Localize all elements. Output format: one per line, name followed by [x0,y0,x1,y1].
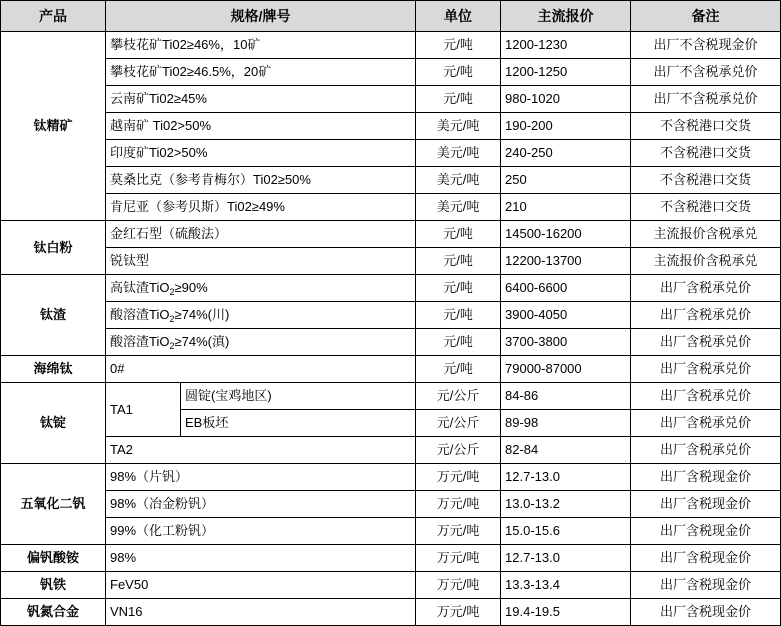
cell-unit: 美元/吨 [416,140,501,167]
cell-note: 出厂含税现金价 [631,518,781,545]
cell-price: 6400-6600 [501,275,631,302]
cell-price: 3700-3800 [501,329,631,356]
cell-unit: 万元/吨 [416,572,501,599]
cell-note: 出厂不含税承兑价 [631,59,781,86]
cell-unit: 元/吨 [416,329,501,356]
cell-spec: 肯尼亚（参考贝斯）Ti02≥49% [106,194,416,221]
table-body [1,32,781,626]
cell-unit: 元/吨 [416,356,501,383]
cell-note: 出厂含税承兑价 [631,410,781,437]
cell-spec: 莫桑比克（参考肯梅尔）Ti02≥50% [106,167,416,194]
column-header-spec: 规格/牌号 [106,1,416,32]
cell-spec: 98% [106,545,416,572]
table-row [1,491,781,518]
cell-unit: 万元/吨 [416,545,501,572]
cell-spec: VN16 [106,599,416,626]
cell-note: 出厂含税现金价 [631,572,781,599]
cell-spec: 99%（化工粉钒） [106,518,416,545]
table-row [1,221,781,248]
cell-note: 出厂不含税承兑价 [631,86,781,113]
cell-spec: 高钛渣TiO$_2$≥90% [106,275,416,302]
cell-price: 210 [501,194,631,221]
table-row [1,599,781,626]
table-row [1,572,781,599]
cell-spec-detail: 圆锭(宝鸡地区) [181,383,416,410]
cell-unit: 万元/吨 [416,491,501,518]
cell-unit: 元/吨 [416,32,501,59]
column-header-unit: 单位 [416,1,501,32]
cell-unit: 元/公斤 [416,383,501,410]
cell-note: 主流报价含税承兑 [631,248,781,275]
table-row [1,86,781,113]
cell-spec: 攀枝花矿Ti02≥46%，10矿 [106,32,416,59]
cell-product: 钒氮合金 [1,599,106,626]
cell-price: 14500-16200 [501,221,631,248]
cell-price: 89-98 [501,410,631,437]
table-header [1,1,781,32]
table-row [1,437,781,464]
cell-product: 钛渣 [1,275,106,356]
table-row [1,248,781,275]
cell-unit: 元/公斤 [416,437,501,464]
cell-price: 19.4-19.5 [501,599,631,626]
table-row [1,545,781,572]
cell-spec: TA1 [106,383,181,437]
cell-spec: 酸溶渣TiO$_2$≥74%(滇) [106,329,416,356]
table-row [1,32,781,59]
table-row [1,113,781,140]
cell-product: 钒铁 [1,572,106,599]
cell-unit: 美元/吨 [416,167,501,194]
cell-price: 84-86 [501,383,631,410]
cell-price: 82-84 [501,437,631,464]
cell-spec: 云南矿Ti02≥45% [106,86,416,113]
column-header-product: 产品 [1,1,106,32]
cell-unit: 元/吨 [416,59,501,86]
cell-price: 190-200 [501,113,631,140]
cell-spec: 98%（片钒） [106,464,416,491]
table-row [1,464,781,491]
cell-unit: 元/吨 [416,275,501,302]
cell-unit: 美元/吨 [416,194,501,221]
table-row [1,59,781,86]
cell-price: 1200-1250 [501,59,631,86]
table-row [1,329,781,356]
cell-spec: 印度矿Ti02>50% [106,140,416,167]
cell-product: 钛精矿 [1,32,106,221]
cell-note: 出厂含税承兑价 [631,275,781,302]
cell-spec: 酸溶渣TiO$_2$≥74%(川) [106,302,416,329]
cell-note: 出厂含税承兑价 [631,302,781,329]
cell-price: 12.7-13.0 [501,545,631,572]
cell-price: 3900-4050 [501,302,631,329]
cell-product: 偏钒酸铵 [1,545,106,572]
table-row [1,275,781,302]
cell-price: 12200-13700 [501,248,631,275]
cell-unit: 万元/吨 [416,599,501,626]
cell-price: 12.7-13.0 [501,464,631,491]
cell-price: 980-1020 [501,86,631,113]
cell-unit: 万元/吨 [416,464,501,491]
column-header-note: 备注 [631,1,781,32]
cell-product: 钛锭 [1,383,106,464]
cell-note: 不含税港口交货 [631,113,781,140]
cell-note: 不含税港口交货 [631,167,781,194]
table-row [1,194,781,221]
cell-note: 出厂含税现金价 [631,491,781,518]
cell-price: 240-250 [501,140,631,167]
cell-price: 250 [501,167,631,194]
table-header-row [1,1,781,32]
cell-spec: 金红石型（硫酸法） [106,221,416,248]
cell-price: 79000-87000 [501,356,631,383]
table-row [1,518,781,545]
cell-price: 15.0-15.6 [501,518,631,545]
cell-unit: 元/吨 [416,86,501,113]
cell-price: 1200-1230 [501,32,631,59]
cell-note: 出厂含税现金价 [631,464,781,491]
cell-note: 出厂含税现金价 [631,545,781,572]
cell-note: 主流报价含税承兑 [631,221,781,248]
cell-spec: 越南矿 Ti02>50% [106,113,416,140]
cell-spec-detail: EB板坯 [181,410,416,437]
cell-unit: 元/吨 [416,221,501,248]
cell-unit: 元/吨 [416,248,501,275]
cell-unit: 元/吨 [416,302,501,329]
cell-note: 不含税港口交货 [631,194,781,221]
cell-price: 13.0-13.2 [501,491,631,518]
cell-note: 出厂含税承兑价 [631,329,781,356]
cell-unit: 美元/吨 [416,113,501,140]
cell-spec: 0# [106,356,416,383]
table-row [1,383,781,410]
cell-note: 出厂不含税现金价 [631,32,781,59]
column-header-price: 主流报价 [501,1,631,32]
table-row [1,140,781,167]
cell-spec: TA2 [106,437,416,464]
cell-unit: 万元/吨 [416,518,501,545]
table-row [1,167,781,194]
cell-note: 出厂含税承兑价 [631,437,781,464]
cell-unit: 元/公斤 [416,410,501,437]
cell-note: 不含税港口交货 [631,140,781,167]
cell-spec: FeV50 [106,572,416,599]
cell-product: 海绵钛 [1,356,106,383]
cell-spec: 98%（冶金粉钒） [106,491,416,518]
cell-note: 出厂含税承兑价 [631,356,781,383]
cell-spec: 攀枝花矿Ti02≥46.5%，20矿 [106,59,416,86]
cell-note: 出厂含税承兑价 [631,383,781,410]
table-row [1,302,781,329]
table-row [1,356,781,383]
cell-product: 五氧化二钒 [1,464,106,545]
cell-note: 出厂含税现金价 [631,599,781,626]
cell-product: 钛白粉 [1,221,106,275]
cell-price: 13.3-13.4 [501,572,631,599]
cell-spec: 锐钛型 [106,248,416,275]
